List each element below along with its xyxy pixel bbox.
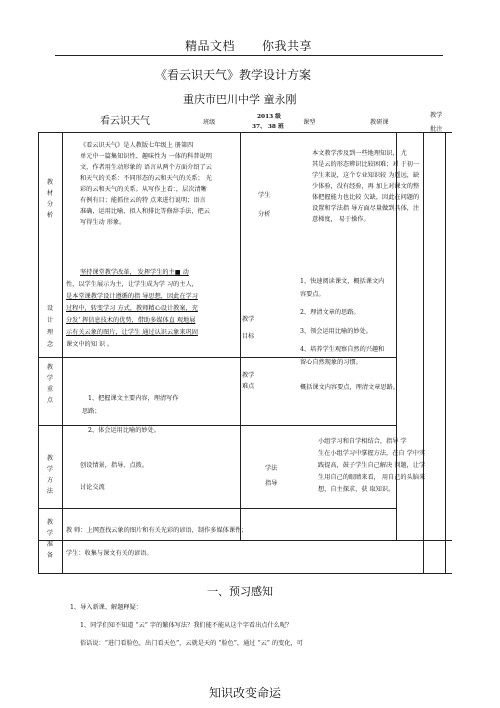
- header-rule: [55, 55, 443, 56]
- notes-label-2: 批注: [430, 126, 443, 133]
- student-label: 学生 分析: [258, 192, 271, 218]
- class-value: 37、 38 班: [252, 124, 284, 130]
- section-title: 一、预习感知: [207, 585, 273, 598]
- notes-label-1: 教学: [430, 112, 443, 119]
- analysis-label: 教 材 分 析: [46, 179, 54, 219]
- prep-label: 教 学 准 备: [46, 519, 54, 559]
- type-value: 教研课: [370, 119, 389, 126]
- guidance-label: 学法 指导: [265, 465, 278, 487]
- section-question-1: 1、同学们知不知道 “云” 字的繁体写法？我们能不能从这个字看出点什么呢？: [80, 622, 293, 629]
- concept-text: 坚持课堂教学改革， 发挥学生的主■ 动 性，以学生展示为主，让学生成为学 习的主人， 是本堂课教学设计遵循的指 导思想，因此在学习 过程中，转变学习 方式，教师精心设计教案，充 分发' 挥信息技术的优势，借助多媒体直 观地展 示有关云象的图片，让学生 通过认识云象来巩固 课文中的知 识 。: [66, 269, 198, 348]
- method-line-1: 创设情景，指导、点拨。: [80, 462, 149, 469]
- difficulty-text: 概括课文内容要点，理清文章思路。: [300, 384, 399, 391]
- header-left: 精品文档: [185, 39, 236, 53]
- grade-value: 2013 级: [257, 114, 281, 120]
- section-question-2: 俗话说：“进门看脸色，出门看天色”，云就是天的 “脸色”，通过 “云” 的变化，可: [80, 640, 303, 647]
- method-line-2: 讨论交流: [80, 484, 105, 491]
- concept-label: 设 计 理 念: [46, 305, 54, 348]
- analysis-text: 《看云识天气》是人教版七年级上 册第四 单元中一篇集知识性、趣味性为 一体的科普说明 文，作者用生动形象的 语言从两个方面介绍了云 和天气的关系：不同形态的云和天气的关系； 光 彩的云和天气的关系。从写作上看：，层次清晰 有例有目；能抓住云的特 点来进行说明；语言 准确，运用比喻、拟人和排比等修辞手法，把云 写得生动 形象。: [80, 142, 212, 226]
- doc-title: 《看云识天气》教学设计方案: [155, 68, 312, 82]
- student-text: 本文教学涉及到一些地理知识， 尤 其是云的形态辨识比较困难；对 于初一 学生来说，这个专业知识较 为遥远，缺 少体验，没有经验，再 加上对课文的整 体把握能力也比较 欠缺，因此在问题的 设置和学法指 导方面尽量做到具体，注 意梯度， 易于操作。: [312, 150, 420, 223]
- lesson-topic: 看云识天气: [100, 116, 150, 127]
- footer-text: 知识改变命运: [209, 686, 282, 700]
- header-right: 你我共享: [262, 39, 313, 53]
- focus-label: 教 学 重 点: [46, 364, 54, 404]
- guidance-text: 小组学习和自学相结合，指导 学 生在小组学习中掌握方法，在自 学中实 践提高，鼓子学生自己解决 问题，让学 生用自己的眼睛来看， 用自己的头脑来 想，自主探求，获 取知识。: [318, 438, 426, 493]
- difficulty-label: 教学 难点: [242, 372, 255, 390]
- method-label: 教 学 方 法: [46, 455, 54, 495]
- doc-author: 重庆市巴川中学 童永刚: [183, 93, 297, 106]
- goals-text: 1、快速阅读课文，概括课文内 容要点。 2、理清文章的思路。 3、领会运用比喻的妙处。 4、培养学生观察自然的兴趣和 留心自然现象的习惯。: [300, 278, 385, 366]
- goals-label: 教学 目标: [242, 316, 255, 340]
- type-label: 课型: [303, 119, 316, 126]
- section-item-1: 1、导入新课、解题释疑：: [70, 604, 142, 611]
- prep-student: 学生：收集与课文有关的谚语。: [66, 550, 153, 557]
- class-label: 班级: [203, 119, 216, 126]
- prep-teacher: 教 师：上网查找云象的图片和有关光彩的谚语，制作多媒体课件；: [66, 527, 248, 534]
- focus-text: 1、把握课文主要内容，理清写作 思路； 2、体会运用比喻的妙处。: [82, 395, 179, 434]
